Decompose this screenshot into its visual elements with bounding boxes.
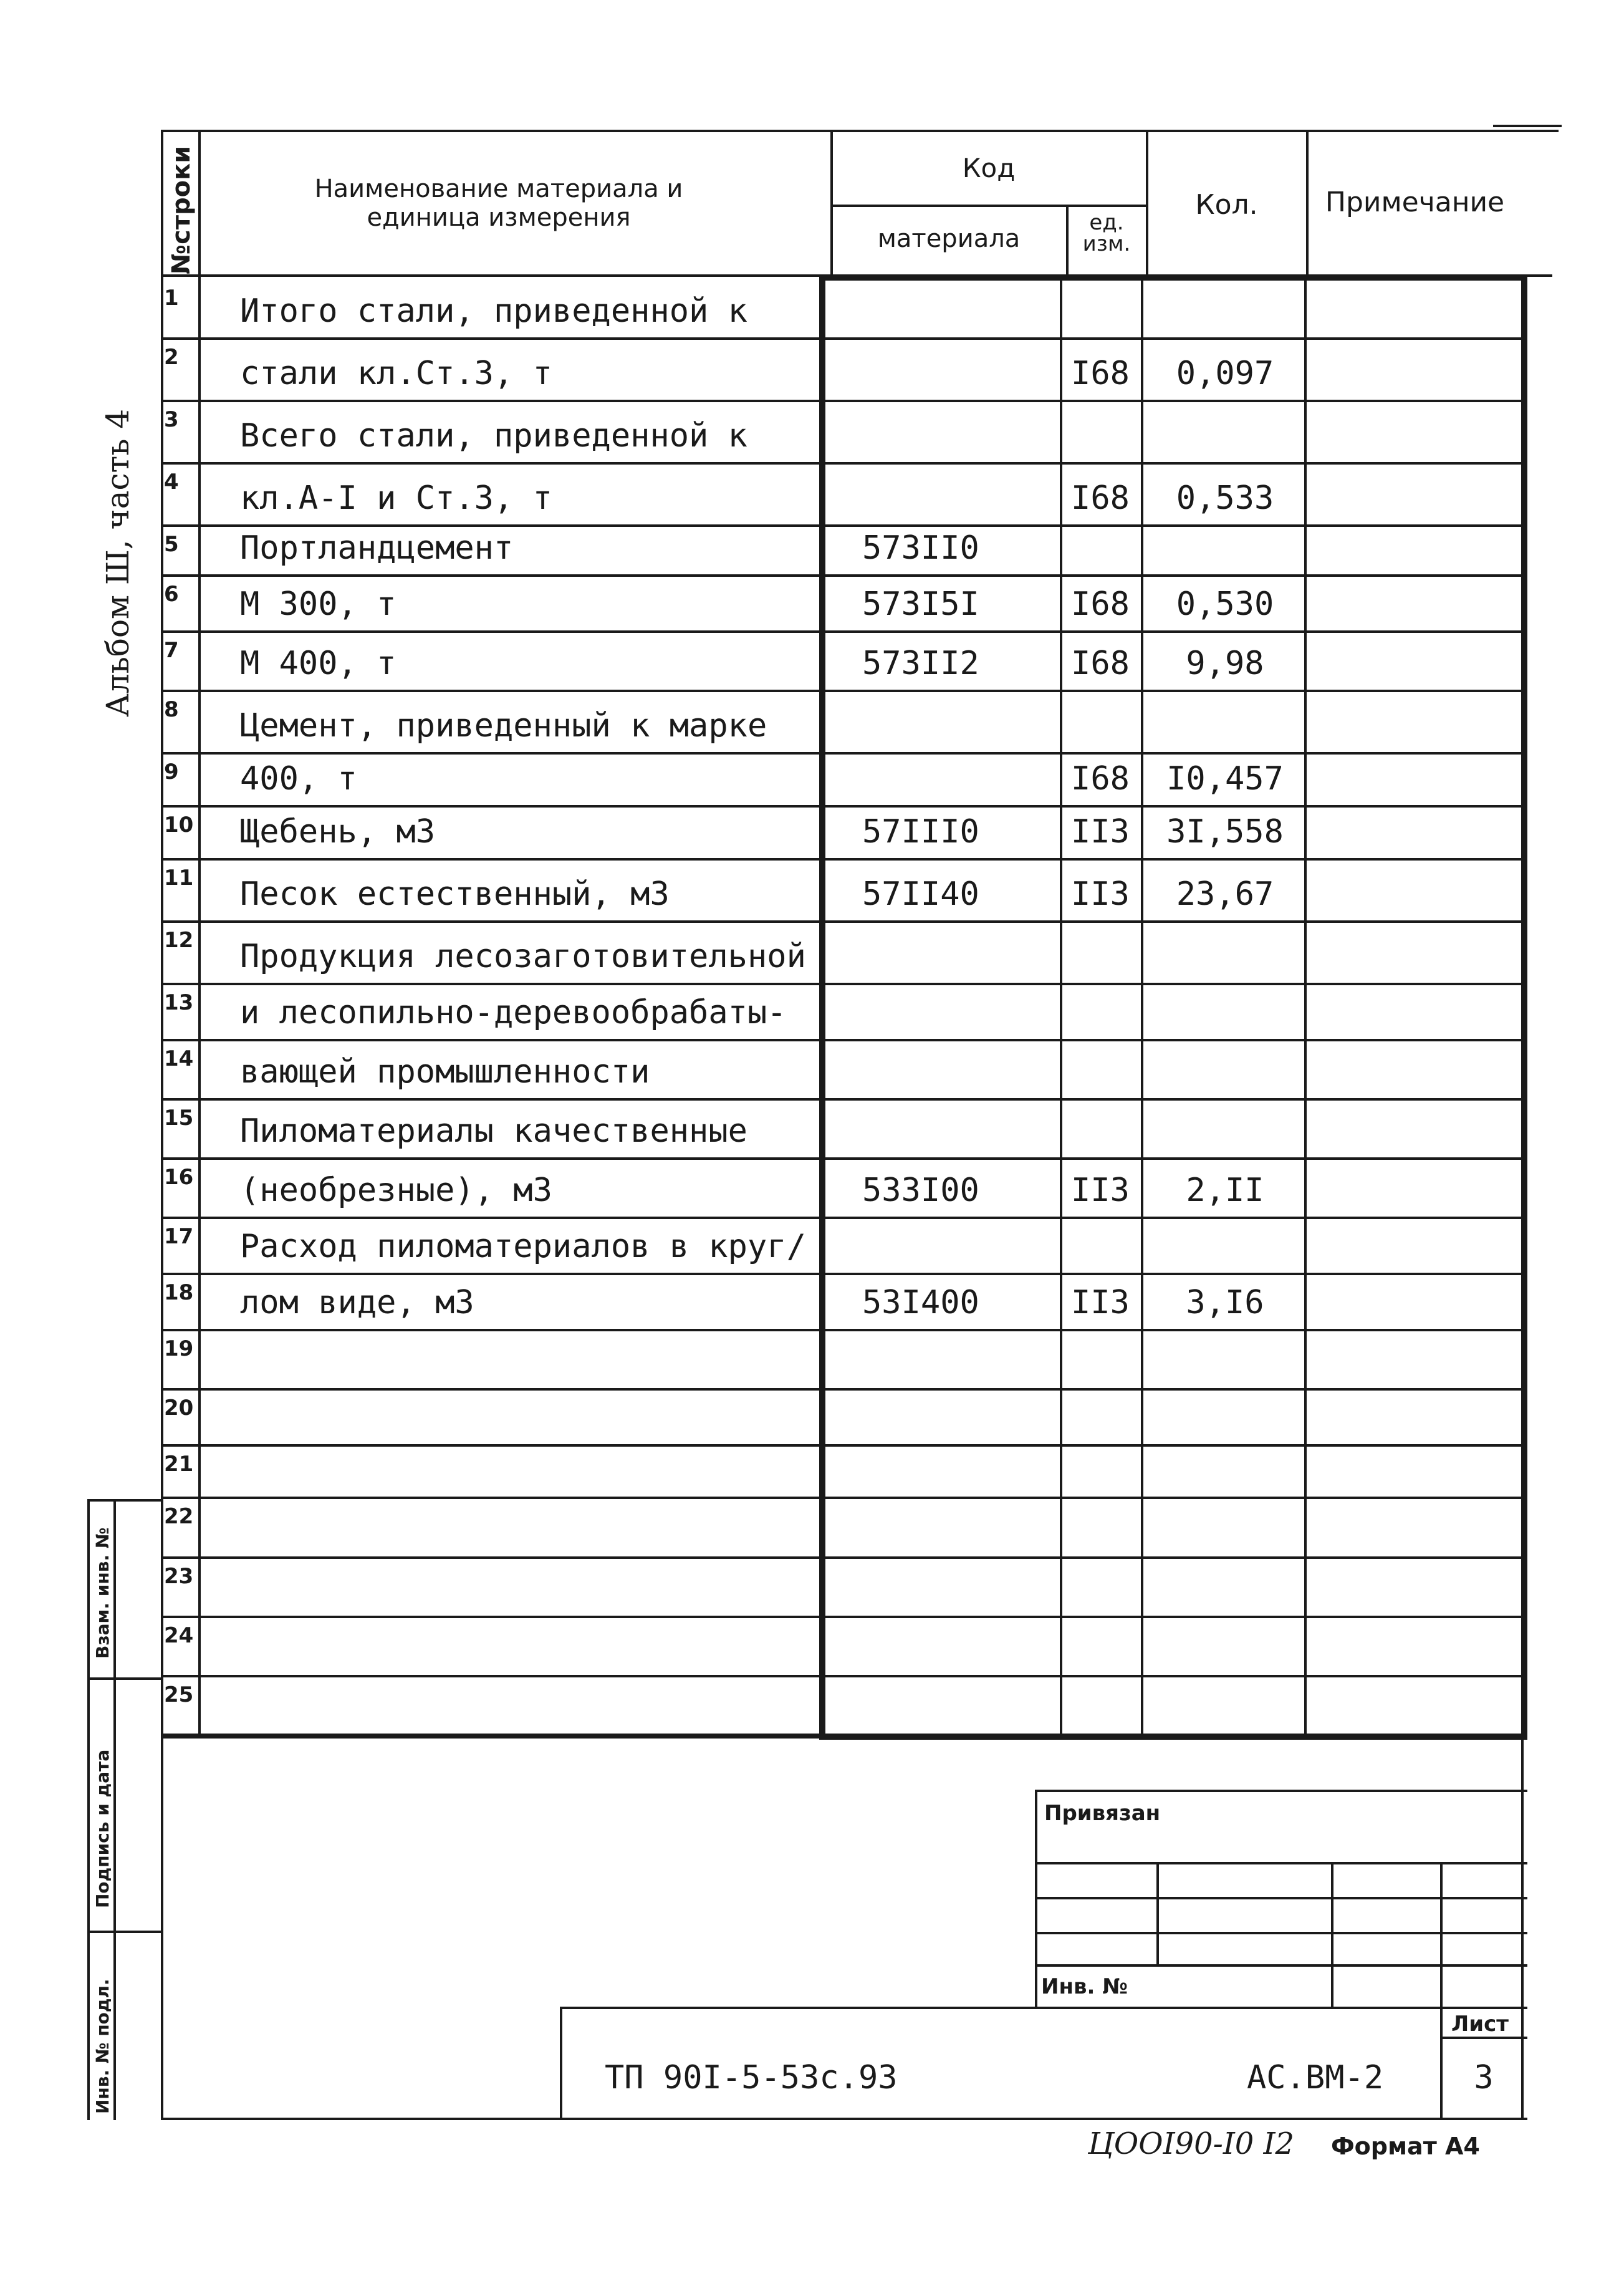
row-number: 6	[164, 582, 179, 607]
material-code: 53I400	[862, 1284, 979, 1321]
inventory-number-label: Инв. №	[1041, 1974, 1128, 1999]
material-code: 573II0	[862, 529, 979, 567]
row-number: 8	[164, 697, 179, 722]
sheet-label: Лист	[1451, 2012, 1509, 2037]
material-name: Итого стали, приведенной к	[240, 292, 747, 330]
header-unit: ед. изм.	[1082, 210, 1131, 256]
row-number: 10	[164, 813, 194, 837]
material-code: 57II40	[862, 875, 979, 913]
material-code: 573I5I	[862, 586, 979, 623]
quantity: 3,I6	[1186, 1284, 1264, 1321]
document-code: ТП 90I-5-53с.93	[605, 2059, 898, 2096]
row-number: 18	[164, 1280, 194, 1305]
material-name: М 400, т	[240, 645, 396, 682]
row-number: 11	[164, 866, 194, 890]
handwritten-number: ЦООI90-I0 I2	[1088, 2126, 1295, 2161]
row-number: 14	[164, 1046, 194, 1071]
drawing-mark: АС.ВМ-2	[1247, 2059, 1384, 2096]
row-number: 5	[164, 532, 179, 557]
material-name: Продукция лесозаготовительной	[240, 938, 806, 975]
row-number: 12	[164, 928, 194, 953]
material-code: 533I00	[862, 1172, 979, 1209]
row-number: 22	[164, 1504, 194, 1529]
quantity: 0,533	[1176, 480, 1274, 517]
sheet-number: 3	[1474, 2059, 1494, 2096]
header-quantity: Кол.	[1195, 189, 1258, 221]
header-code: Код	[962, 153, 1016, 183]
material-name: и лесопильно-деревообрабаты-	[240, 994, 787, 1031]
row-number: 19	[164, 1336, 194, 1361]
linked-label: Привязан	[1044, 1801, 1161, 1826]
row-number: 4	[164, 470, 179, 494]
header-row-number: №строки	[167, 145, 196, 274]
material-code: 57III0	[862, 813, 979, 851]
row-number: 9	[164, 760, 179, 784]
row-number: 17	[164, 1224, 194, 1249]
header-material-name: Наименование материала и единица измерения	[314, 175, 683, 232]
material-name: стали кл.Ст.3, т	[240, 355, 552, 392]
unit-code: I68	[1071, 355, 1130, 392]
row-number: 20	[164, 1396, 194, 1420]
row-number: 15	[164, 1106, 194, 1131]
row-number: 23	[164, 1564, 194, 1589]
quantity: I0,457	[1166, 760, 1284, 798]
quantity: 0,097	[1176, 355, 1274, 392]
row-number: 21	[164, 1452, 194, 1477]
quantity: 23,67	[1176, 875, 1274, 913]
quantity: 3I,558	[1166, 813, 1284, 851]
unit-code: II3	[1071, 813, 1130, 851]
album-title: Альбом Ш, часть 4	[100, 408, 136, 717]
material-code: 573II2	[862, 645, 979, 682]
material-name: 400, т	[240, 760, 357, 798]
header-material: материала	[877, 224, 1021, 253]
quantity: 0,530	[1176, 586, 1274, 623]
format-label: Формат А4	[1331, 2133, 1480, 2160]
quantity: 9,98	[1186, 645, 1264, 682]
material-name: Песок естественный, м3	[240, 875, 670, 913]
row-number: 13	[164, 990, 194, 1015]
row-number: 2	[164, 345, 179, 370]
unit-code: I68	[1071, 645, 1130, 682]
original-inventory-label: Инв. № подл.	[92, 1979, 113, 2114]
material-name: вающей промышленности	[240, 1053, 650, 1091]
material-name: (необрезные), м3	[240, 1172, 552, 1209]
unit-code: II3	[1071, 1172, 1130, 1209]
material-name: лом виде, м3	[240, 1284, 474, 1321]
row-number: 24	[164, 1623, 194, 1648]
material-name: Всего стали, приведенной к	[240, 417, 747, 455]
unit-code: I68	[1071, 760, 1130, 798]
material-name: Пиломатериалы качественные	[240, 1112, 747, 1150]
row-number: 3	[164, 407, 179, 432]
unit-code: I68	[1071, 586, 1130, 623]
row-number: 1	[164, 286, 179, 311]
material-name: Портландцемент	[240, 529, 514, 567]
header-note: Примечание	[1325, 186, 1505, 218]
signature-date-label: Подпись и дата	[92, 1749, 113, 1908]
material-name: Щебень, м3	[240, 813, 436, 851]
unit-code: II3	[1071, 875, 1130, 913]
row-number: 7	[164, 638, 179, 663]
material-name: М 300, т	[240, 586, 396, 623]
material-name: Цемент, приведенный к марке	[240, 707, 767, 745]
row-number: 25	[164, 1682, 194, 1707]
replacement-inventory-label: Взам. инв. №	[92, 1527, 113, 1659]
unit-code: II3	[1071, 1284, 1130, 1321]
unit-code: I68	[1071, 480, 1130, 517]
quantity: 2,II	[1186, 1172, 1264, 1209]
row-number: 16	[164, 1165, 194, 1190]
material-name: Расход пиломатериалов в круг/	[240, 1228, 806, 1265]
material-name: кл.А-I и Ст.3, т	[240, 480, 552, 517]
